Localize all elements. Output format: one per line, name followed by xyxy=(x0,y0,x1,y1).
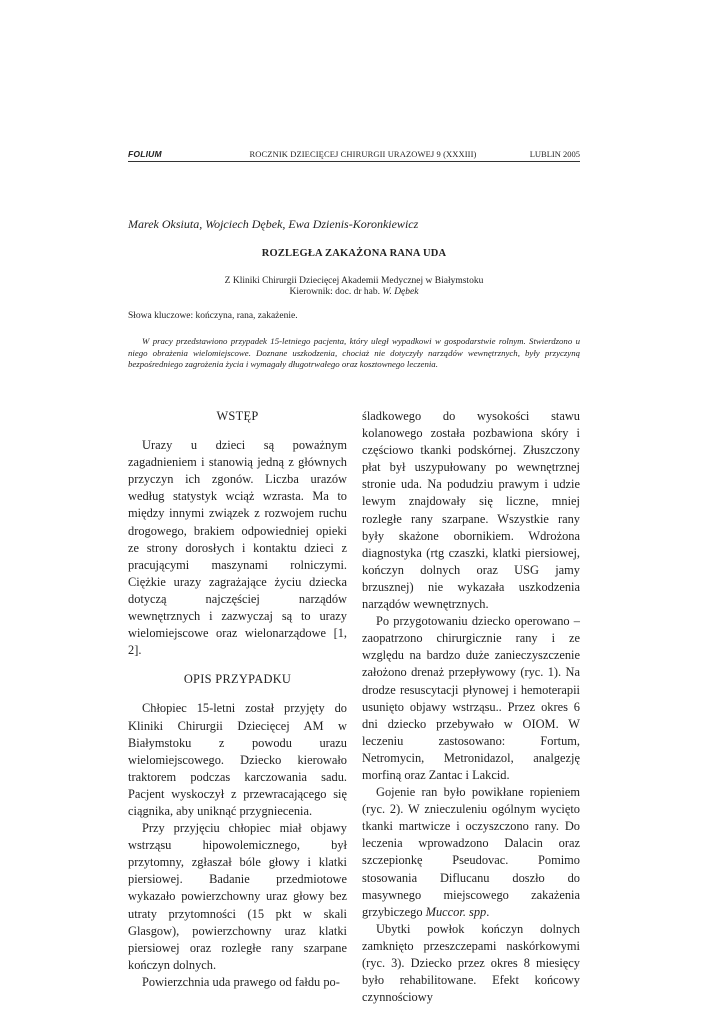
species-name: Muccor. spp xyxy=(425,904,487,919)
journal-title: ROCZNIK DZIECIĘCEJ CHIRURGII URAZOWEJ 9 (XXXIII) xyxy=(249,149,477,159)
running-header xyxy=(128,149,580,161)
intro-paragraph: Urazy u dzieci są poważnym zagadnieniem i stanowią jedną z głównych przyczyn ich zgonów. Liczba urazów według statystyk wciąż wzrasta. Ma to między innymi związek z rozwojem ruchu drogowego, brakiem odpowiedniej opieki ze strony dorosłych i kontaktu dzieci z pracującymi maszynami rolniczymi. Ciężkie urazy zagrażające życiu dziecka dotyczą najczęściej narządów wewnętrznych i zazwyczaj są to urazy wielomiejscowe oraz wielonarządowe [1, 2]. xyxy=(128,438,347,658)
case-paragraph-2: Przy przyjęciu chłopiec miał objawy wstrząsu hipowolemicznego, był przytomny, zgłaszał bóle głowy i klatki piersiowej. Badanie przedmiotowe wykazało powierzchowny uraz głowy bez utraty przytomności (15 pkt w skali Glasgow), powierzchowny uraz klatki piersiowej oraz rozległe rany szarpane kończyn dolnych. xyxy=(128,821,347,972)
journal-logo: FOLIUM xyxy=(128,149,162,159)
case-paragraph-1: Chłopiec 15-letni został przyjęty do Kliniki Chirurgii Dziecięcej AM w Białymstoku z powodu urazu wielomiejscowego. Dziecko kierowało traktorem podczas karczowania sadu. Pacjent wyskoczył z przewracającego się ciągnika, aby uniknąć przygniecenia. xyxy=(128,701,347,818)
keywords: Słowa kluczowe: kończyna, rana, zakażenie. xyxy=(128,311,298,321)
header-rule xyxy=(128,161,580,162)
right-column xyxy=(362,408,580,1006)
left-column xyxy=(128,408,347,991)
authors: Marek Oksiuta, Wojciech Dębek, Ewa Dzienis-Koronkiewicz xyxy=(128,217,419,231)
affiliation: Z Kliniki Chirurgii Dziecięcej Akademii Medycznej w Białymstoku xyxy=(224,276,484,286)
article-title: ROZLEGŁA ZAKAŻONA RANA UDA xyxy=(261,248,447,259)
right-paragraph-3-end: . xyxy=(486,904,490,919)
right-paragraph-2: Po przygotowaniu dziecko operowano – zaopatrzono chirurgicznie rany i ze względu na bardzo duże zanieczyszczenie założono drenaż przepływowy (ryc. 1). Na drodze resuscytacji płynowej i hemoterapii usunięto objawy wstrząsu.. Przez okres 6 dni dziecko przebywało w OIOM. W leczeniu zastosowano: Fortum, Netromycin, Metronidazol, analgezję morfiną oraz Zantac i Lakcid. xyxy=(362,614,580,782)
case-paragraph-3: Powierzchnia uda prawego od fałdu po- xyxy=(142,974,340,989)
right-paragraph-3 xyxy=(362,784,580,921)
right-paragraph-3-text: Gojenie ran było powikłane ropieniem (ryc. 2). W znieczuleniu ogólnym wycięto tkanki martwicze i oczyszczono rany. Do leczenia wprowadzono Dalacin oraz szczepionkę Pseudovac. Pomimo stosowania Diflucanu doszło do masywnego miejscowego zakażenia grzybiczego xyxy=(362,785,580,919)
right-paragraph-1: śladkowego do wysokości stawu kolanowego została pozbawiona skóry i częściowo tkanki podskórnej. Złuszczony płat był uszypułowany po wewnętrznej stronie uda. Na podudziu prawym i udzie lewym znajdowały się liczne, mniej rozległe rany szarpane. Wszystkie rany były skażone obornikiem. Wdrożona diagnostyka (rtg czaszki, klatki piersiowej, kończyn dolnych oraz USG jamy brzusznej) nie wykazała uszkodzenia narządów wewnętrznych. xyxy=(362,409,580,612)
intro-heading: WSTĘP xyxy=(216,409,259,423)
case-heading: OPIS PRZYPADKU xyxy=(183,672,292,687)
affiliation-block xyxy=(128,276,580,298)
head-label: Kierownik: doc. dr hab. xyxy=(289,287,381,297)
abstract: W pracy przedstawiono przypadek 15-letniego pacjenta, który uległ wypadkowi w gospodarstwie rolnym. Stwierdzono u niego obrażenia wielomiejscowe. Doznane uszkodzenia, chociaż nie dotyczyły narządów wewnętrznych, były przyczyną bezpośredniego zagrożenia życia i wymagały długotrwałego oraz kosztownego leczenia. xyxy=(128,336,580,369)
department-head xyxy=(128,287,580,298)
right-paragraph-4: Ubytki powłok kończyn dolnych zamknięto przeszczepami naskórkowymi (ryc. 3). Dziecko przez okres 8 miesięcy było rehabilitowane. Efekt końcowy czynnościowy xyxy=(362,921,580,1005)
head-name: W. Dębek xyxy=(382,287,419,297)
place-year: LUBLIN 2005 xyxy=(529,149,580,159)
